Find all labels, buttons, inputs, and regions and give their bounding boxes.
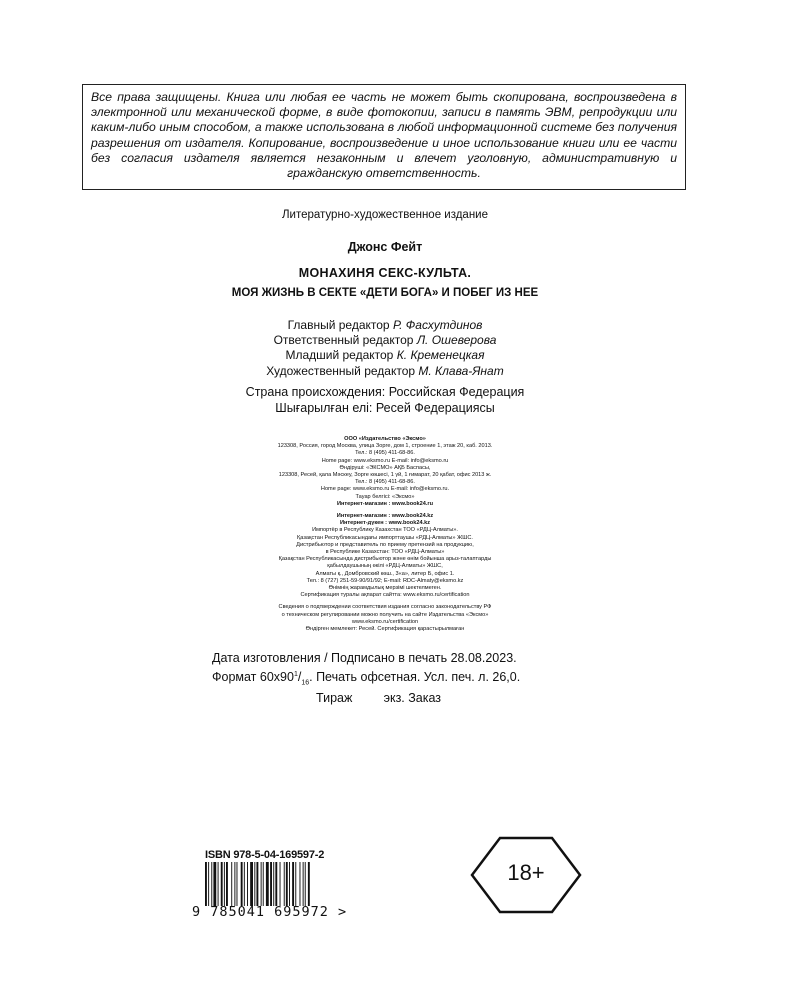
- barcode-bar: [300, 862, 301, 906]
- barcode-bar: [261, 862, 262, 906]
- book-subtitle: МОЯ ЖИЗНЬ В СЕКТЕ «ДЕТИ БОГА» И ПОБЕГ ИЗ НЕЕ: [231, 287, 539, 299]
- barcode-bar: [250, 862, 253, 906]
- print-info: [212, 651, 520, 706]
- rights-notice-text: Все права защищены. Книга или любая ее часть не может быть скопирована, воспроизведена в электронной или механической форме, в виде фотокопии, записи в память ЭВМ, репродукции или каким-либо иным способом, а также использована в любой информационной системе без получения разрешения от издателя. Копирование, воспроизведение и иное использование книги или ее части без согласия издателя является незаконным и влечет уголовную, административную и гражданскую ответственность.: [91, 90, 677, 181]
- barcode-bar: [266, 862, 269, 906]
- barcode-bar: [237, 862, 238, 906]
- credit-line: Главный редактор Р. Фасхутдинов: [287, 318, 483, 332]
- origin-ru: Страна происхождения: Российская Федерация: [245, 385, 525, 399]
- barcode-bar: [303, 862, 304, 906]
- print-format: Формат $60x90^1/_{16}$. Печать офсетная. Усл. печ. л. 26,0.: [212, 669, 521, 687]
- print-run: Тираж экз. Заказ: [316, 690, 442, 705]
- origin-kz: Шығарылған елі: Ресей Федерациясы: [275, 400, 495, 415]
- barcode-digits: 9 785041 695972 >: [192, 904, 348, 920]
- barcode-bar: [244, 862, 245, 906]
- barcode: [205, 862, 365, 906]
- credit-line: Художественный редактор М. Клава-Янат: [266, 363, 504, 378]
- isbn-label: ISBN 978-5-04-169597-2: [205, 849, 325, 861]
- barcode-bar: [221, 862, 223, 906]
- barcode-bar: [270, 862, 272, 906]
- age-rating: 18+: [507, 860, 545, 885]
- barcode-bar: [273, 862, 274, 906]
- barcode-bar: [254, 862, 255, 906]
- barcode-bar: [226, 862, 228, 906]
- barcode-bar: [231, 862, 232, 906]
- online-store: Интернет-магазин : www.book24.ru: [336, 500, 434, 507]
- barcode-bar: [275, 862, 277, 906]
- barcode-bar: [284, 862, 285, 906]
- barcode-bar: [286, 862, 288, 906]
- barcode-bar: [305, 862, 306, 906]
- barcode-bar: [292, 862, 294, 906]
- barcode-bar: [224, 862, 225, 906]
- barcode-bar: [205, 862, 207, 906]
- barcode-bar: [213, 862, 216, 906]
- edition-type: Литературно-художественное издание: [281, 209, 489, 221]
- barcode-bar: [280, 862, 281, 906]
- barcode-bar: [211, 862, 212, 906]
- barcode-bar: [208, 862, 209, 906]
- publisher-imprint: ООО «Издательство «Эксмо» 123308, Россия, город Москва, улица Зорге, дом 1, строение 1, этаж 20, каб. 2013. Тел.: 8 (495) 411-68-86. Home page: www.eksmo.ru E-mail: info@eksmo.ru Өндіруші: «ЭКСМО» АҚБ Баспасы, 123308, Ресей, қала Мәскеу, Зорге көшесі, 1 үй, 1 ғимарат, 20 қабат, офис 2013 ж. Тел.: 8 (495) 411-68-86. Home page: www.eksmo.ru E-mail: info@eksmo.ru. Тауар белгісі: «Эксмо» Интернет-магазин : www.book24.ru Интернет-магазин : www.book24.kz Интернет-дүкен : www.book24.kz Импортёр в Республику Казахстан ТОО «РДЦ-Алматы». Қазақстан Республикасындағы импорттаушы «РДЦ-Алматы» ЖШС. Дистрибьютор и представитель по приему претензий на продукцию, в Республике Казахстан: ТОО «РДЦ-Алматы» Қазақстан Республикасында дистрибьютор және өнім бойынша арыз-талаптарды қабылдаушының өкілі «РДЦ-Алматы» ЖШС, Алматы қ., Домбровский көш., 3«а», литер Б, офис 1. Тел.: 8 (727) 251-59-90/91/92; E-mail: RDC-Almaty@eksmo.kz Өнімнің жарамдылық мерзімі шектелмеген. Сертификация туралы ақпарат сайтта: www.eksmo.ru/certification Сведения о подтверждении соответствия издания согласно законодательству РФ о техническом регулировании можно получить на сайте Издательства «Эксмо» www.eksmo.ru/certification Өндірген мемлекет: Ресей. Сертификация қарастырылмаған: [0, 436, 770, 633]
- barcode-bar: [263, 862, 264, 906]
- barcode-bar: [308, 862, 310, 906]
- book-title: МОНАХИНЯ СЕКС-КУЛЬТА.: [298, 266, 472, 280]
- barcode-bar: [234, 862, 235, 906]
- publisher-name: ООО «Издательство «Эксмо»: [344, 436, 426, 442]
- country-of-origin: [0, 385, 770, 416]
- credit-line: Младший редактор К. Кременецкая: [285, 348, 485, 363]
- rights-notice-box: [82, 84, 686, 190]
- barcode-bar: [289, 862, 290, 906]
- barcode-bar: [247, 862, 248, 906]
- barcode-bar: [218, 862, 219, 906]
- barcode-bar: [295, 862, 296, 906]
- barcode-bar: [256, 862, 258, 906]
- print-date: Дата изготовления / Подписано в печать 28.08.2023.: [212, 651, 517, 665]
- author-name: Джонс Фейт: [347, 240, 423, 254]
- barcode-bar: [241, 862, 243, 906]
- credit-line: Ответственный редактор Л. Ошеверова: [273, 333, 497, 348]
- editorial-credits: [0, 318, 770, 379]
